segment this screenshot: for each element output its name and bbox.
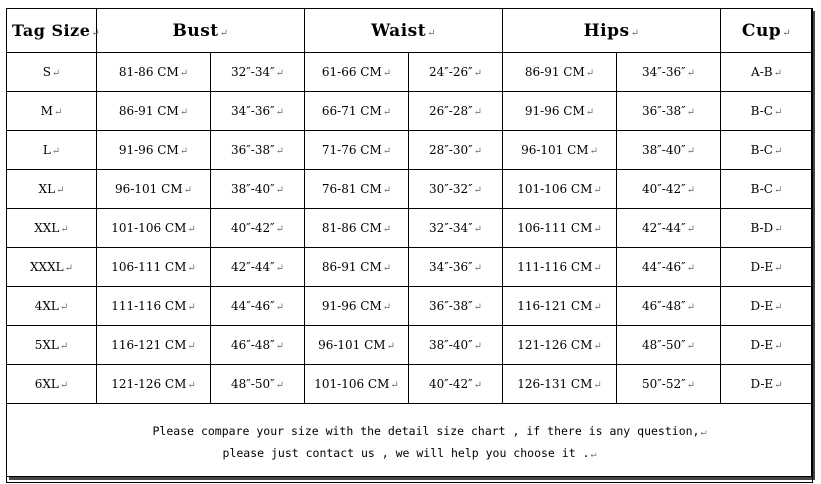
cell-waist-cm (305, 326, 409, 365)
paragraph-mark: ↵ (593, 224, 602, 235)
cell-hips-cm (503, 365, 617, 404)
paragraph-mark: ↵ (473, 263, 482, 274)
paragraph-mark: ↵ (275, 302, 284, 313)
cell-value: 101-106 CM (517, 182, 593, 196)
paragraph-mark: ↵ (275, 185, 284, 196)
cell-waist-in (409, 287, 503, 326)
cell-value: 30″-32″ (429, 182, 473, 196)
cell-bust-cm (97, 326, 211, 365)
cell-cup (721, 92, 813, 131)
cell-value: D-E (750, 338, 774, 352)
paragraph-mark: ↵ (64, 263, 73, 274)
cell-cup (721, 53, 813, 92)
cell-value: 36″-38″ (231, 143, 275, 157)
paragraph-mark: ↵ (585, 68, 595, 79)
size-chart-table (6, 8, 813, 483)
cell-waist-in (409, 365, 503, 404)
cell-bust-cm (97, 131, 211, 170)
cell-waist-in (409, 53, 503, 92)
cell-size (7, 326, 97, 365)
paragraph-mark: ↵ (427, 27, 436, 39)
cell-hips-cm (503, 209, 617, 248)
cell-value: 40″-42″ (429, 377, 473, 391)
cell-value: XXL (34, 221, 60, 235)
cell-value: 40″-42″ (231, 221, 275, 235)
cell-hips-in (617, 365, 721, 404)
paragraph-mark: ↵ (774, 302, 783, 313)
cell-value: 81-86 CM (321, 221, 382, 235)
cell-bust-in (211, 248, 305, 287)
paragraph-mark: ↵ (773, 107, 783, 118)
cell-hips-cm (503, 170, 617, 209)
paragraph-mark: ↵ (686, 341, 695, 352)
header-bust-label: Bust (172, 20, 219, 41)
cell-waist-in (409, 131, 503, 170)
note-line-2: please just contact us , we will help you choose it . (222, 446, 590, 460)
paragraph-mark: ↵ (59, 341, 69, 352)
paragraph-mark: ↵ (593, 185, 602, 196)
header-bust (97, 9, 305, 53)
cell-value: 36″-38″ (642, 104, 686, 118)
cell-hips-cm (503, 248, 617, 287)
paragraph-mark: ↵ (473, 68, 482, 79)
cell-value: XL (38, 182, 56, 196)
paragraph-mark: ↵ (473, 380, 482, 391)
cell-value: 91-96 CM (321, 299, 382, 313)
cell-value: 86-91 CM (118, 104, 179, 118)
paragraph-mark: ↵ (686, 224, 695, 235)
cell-cup (721, 365, 813, 404)
cell-value: 126-131 CM (517, 377, 593, 391)
cell-waist-cm (305, 365, 409, 404)
cell-hips-cm (503, 131, 617, 170)
paragraph-mark: ↵ (53, 107, 63, 118)
cell-value: D-E (750, 260, 774, 274)
paragraph-mark: ↵ (593, 341, 602, 352)
cell-size (7, 131, 97, 170)
header-cup (721, 9, 813, 53)
cell-waist-cm (305, 92, 409, 131)
cell-value: 71-76 CM (321, 143, 382, 157)
cell-value: XXXL (30, 260, 64, 274)
note-row (7, 404, 813, 483)
paragraph-mark: ↵ (275, 107, 284, 118)
cell-value: 101-106 CM (314, 377, 390, 391)
cell-value: D-E (750, 377, 774, 391)
paragraph-mark: ↵ (589, 146, 598, 157)
cell-waist-cm (305, 131, 409, 170)
cell-value: M (40, 104, 53, 118)
paragraph-mark: ↵ (774, 341, 783, 352)
paragraph-mark: ↵ (382, 185, 392, 196)
cell-bust-in (211, 326, 305, 365)
cell-value: D-E (750, 299, 774, 313)
cell-value: 116-121 CM (111, 338, 187, 352)
cell-waist-cm (305, 170, 409, 209)
paragraph-mark: ↵ (773, 185, 783, 196)
paragraph-mark: ↵ (774, 263, 783, 274)
cell-hips-in (617, 170, 721, 209)
paragraph-mark: ↵ (183, 185, 192, 196)
cell-value: 76-81 CM (321, 182, 382, 196)
cell-bust-cm (97, 248, 211, 287)
cell-value: 48″-50″ (231, 377, 275, 391)
cell-hips-cm (503, 326, 617, 365)
paragraph-mark: ↵ (275, 263, 284, 274)
cell-bust-cm (97, 365, 211, 404)
cell-size (7, 53, 97, 92)
cell-value: 101-106 CM (111, 221, 187, 235)
cell-cup (721, 326, 813, 365)
cell-value: B-D (750, 221, 774, 235)
paragraph-mark: ↵ (774, 380, 783, 391)
cell-waist-in (409, 170, 503, 209)
paragraph-mark: ↵ (187, 224, 196, 235)
cell-hips-cm (503, 287, 617, 326)
paragraph-mark: ↵ (382, 107, 392, 118)
cell-size (7, 92, 97, 131)
cell-bust-in (211, 287, 305, 326)
cell-hips-in (617, 53, 721, 92)
paragraph-mark: ↵ (686, 380, 695, 391)
header-tag-size-label: Tag Size (12, 21, 91, 40)
cell-value: 46″-48″ (231, 338, 275, 352)
paragraph-mark: ↵ (590, 449, 597, 460)
cell-value: B-C (750, 104, 773, 118)
cell-value: 121-126 CM (517, 338, 593, 352)
paragraph-mark: ↵ (382, 263, 392, 274)
cell-value: S (42, 65, 51, 79)
cell-size (7, 209, 97, 248)
cell-bust-cm (97, 209, 211, 248)
paragraph-mark: ↵ (51, 146, 61, 157)
cell-waist-in (409, 209, 503, 248)
cell-value: 28″-30″ (429, 143, 473, 157)
cell-cup (721, 248, 813, 287)
cell-value: 91-96 CM (524, 104, 585, 118)
cell-value: 50″-52″ (642, 377, 686, 391)
cell-value: 34″-36″ (429, 260, 473, 274)
cell-hips-in (617, 287, 721, 326)
cell-bust-cm (97, 287, 211, 326)
cell-value: A-B (751, 65, 773, 79)
paragraph-mark: ↵ (593, 380, 602, 391)
paragraph-mark: ↵ (59, 302, 69, 313)
paragraph-mark: ↵ (382, 146, 392, 157)
cell-cup (721, 170, 813, 209)
cell-size (7, 365, 97, 404)
paragraph-mark: ↵ (630, 27, 640, 39)
cell-value: 48″-50″ (642, 338, 686, 352)
paragraph-mark: ↵ (179, 68, 189, 79)
cell-value: B-C (750, 143, 773, 157)
cell-value: 38″-40″ (642, 143, 686, 157)
cell-value: 86-91 CM (524, 65, 585, 79)
cell-value: 46″-48″ (642, 299, 686, 313)
paragraph-mark: ↵ (275, 146, 284, 157)
cell-hips-in (617, 209, 721, 248)
note-line-1: Please compare your size with the detail size chart , if there is any question, (152, 424, 700, 438)
cell-value: 38″-40″ (231, 182, 275, 196)
cell-hips-in (617, 326, 721, 365)
cell-value: 34″-36″ (642, 65, 686, 79)
paragraph-mark: ↵ (593, 263, 602, 274)
cell-value: 111-116 CM (517, 260, 593, 274)
cell-cup (721, 131, 813, 170)
paragraph-mark: ↵ (91, 28, 101, 39)
paragraph-mark: ↵ (782, 27, 792, 39)
paragraph-mark: ↵ (700, 427, 707, 438)
header-hips-label: Hips (583, 20, 630, 41)
cell-hips-cm (503, 92, 617, 131)
paragraph-mark: ↵ (56, 185, 65, 196)
paragraph-mark: ↵ (275, 341, 284, 352)
paragraph-mark: ↵ (774, 224, 783, 235)
cell-hips-in (617, 131, 721, 170)
header-hips (503, 9, 721, 53)
cell-bust-in (211, 131, 305, 170)
cell-bust-in (211, 53, 305, 92)
paragraph-mark: ↵ (179, 146, 189, 157)
cell-value: 106-111 CM (517, 221, 593, 235)
paragraph-mark: ↵ (275, 380, 284, 391)
cell-bust-cm (97, 170, 211, 209)
cell-value: L (42, 143, 51, 157)
paragraph-mark: ↵ (187, 341, 196, 352)
cell-value: 5XL (34, 338, 59, 352)
cell-value: 42″-44″ (642, 221, 686, 235)
paragraph-mark: ↵ (60, 224, 69, 235)
paragraph-mark: ↵ (686, 107, 695, 118)
cell-value: 36″-38″ (429, 299, 473, 313)
cell-bust-in (211, 92, 305, 131)
paragraph-mark: ↵ (686, 68, 695, 79)
paragraph-mark: ↵ (585, 107, 595, 118)
cell-bust-cm (97, 92, 211, 131)
table-row (7, 248, 813, 287)
paragraph-mark: ↵ (473, 224, 482, 235)
paragraph-mark: ↵ (219, 27, 229, 39)
cell-bust-in (211, 209, 305, 248)
cell-waist-in (409, 92, 503, 131)
paragraph-mark: ↵ (773, 146, 783, 157)
cell-value: 42″-44″ (231, 260, 275, 274)
header-tag-size (7, 9, 101, 53)
cell-hips-in (617, 248, 721, 287)
cell-value: 111-116 CM (111, 299, 187, 313)
paragraph-mark: ↵ (686, 263, 695, 274)
cell-size (7, 248, 97, 287)
paragraph-mark: ↵ (473, 146, 482, 157)
cell-value: 34″-36″ (231, 104, 275, 118)
table-row (7, 170, 813, 209)
cell-value: 61-66 CM (321, 65, 382, 79)
cell-waist-in (409, 248, 503, 287)
cell-value: 91-96 CM (118, 143, 179, 157)
cell-value: 24″-26″ (429, 65, 473, 79)
paragraph-mark: ↵ (275, 68, 284, 79)
table-row (7, 131, 813, 170)
cell-value: 81-86 CM (118, 65, 179, 79)
header-waist (305, 9, 503, 53)
paragraph-mark: ↵ (686, 302, 695, 313)
header-waist-label: Waist (371, 20, 427, 41)
paragraph-mark: ↵ (275, 224, 284, 235)
cell-value: 44″-46″ (231, 299, 275, 313)
paragraph-mark: ↵ (686, 146, 695, 157)
paragraph-mark: ↵ (382, 68, 392, 79)
cell-value: 86-91 CM (321, 260, 382, 274)
paragraph-mark: ↵ (473, 302, 482, 313)
paragraph-mark: ↵ (386, 341, 395, 352)
cell-value: 96-101 CM (521, 143, 589, 157)
cell-hips-in (617, 92, 721, 131)
cell-value: 32″-34″ (231, 65, 275, 79)
cell-bust-cm (97, 53, 211, 92)
cell-cup (721, 287, 813, 326)
cell-value: 96-101 CM (318, 338, 386, 352)
paragraph-mark: ↵ (187, 380, 196, 391)
table-row (7, 209, 813, 248)
cell-waist-cm (305, 248, 409, 287)
table-row (7, 365, 813, 404)
cell-value: 26″-28″ (429, 104, 473, 118)
cell-value: 106-111 CM (111, 260, 187, 274)
cell-waist-cm (305, 287, 409, 326)
paragraph-mark: ↵ (382, 224, 392, 235)
cell-bust-in (211, 365, 305, 404)
cell-value: B-C (750, 182, 773, 196)
paragraph-mark: ↵ (187, 263, 196, 274)
paragraph-mark: ↵ (382, 302, 392, 313)
cell-bust-in (211, 170, 305, 209)
cell-value: 44″-46″ (642, 260, 686, 274)
table-row (7, 92, 813, 131)
cell-value: 32″-34″ (429, 221, 473, 235)
cell-value: 121-126 CM (111, 377, 187, 391)
paragraph-mark: ↵ (59, 380, 69, 391)
cell-value: 66-71 CM (321, 104, 382, 118)
cell-waist-cm (305, 53, 409, 92)
cell-value: 6XL (34, 377, 59, 391)
cell-value: 38″-40″ (429, 338, 473, 352)
paragraph-mark: ↵ (51, 68, 61, 79)
header-row (7, 9, 813, 53)
cell-waist-in (409, 326, 503, 365)
paragraph-mark: ↵ (473, 107, 482, 118)
paragraph-mark: ↵ (686, 185, 695, 196)
paragraph-mark: ↵ (473, 341, 482, 352)
table-row (7, 326, 813, 365)
table-row (7, 53, 813, 92)
cell-value: 116-121 CM (517, 299, 593, 313)
cell-value: 40″-42″ (642, 182, 686, 196)
paragraph-mark: ↵ (773, 68, 782, 79)
paragraph-mark: ↵ (593, 302, 602, 313)
note-cell (7, 404, 813, 483)
paragraph-mark: ↵ (473, 185, 482, 196)
cell-value: 4XL (34, 299, 59, 313)
cell-waist-cm (305, 209, 409, 248)
paragraph-mark: ↵ (179, 107, 189, 118)
cell-size (7, 287, 97, 326)
paragraph-mark: ↵ (390, 380, 399, 391)
cell-value: 96-101 CM (115, 182, 183, 196)
cell-cup (721, 209, 813, 248)
table-row (7, 287, 813, 326)
cell-hips-cm (503, 53, 617, 92)
paragraph-mark: ↵ (187, 302, 196, 313)
header-cup-label: Cup (741, 20, 782, 41)
cell-size (7, 170, 97, 209)
